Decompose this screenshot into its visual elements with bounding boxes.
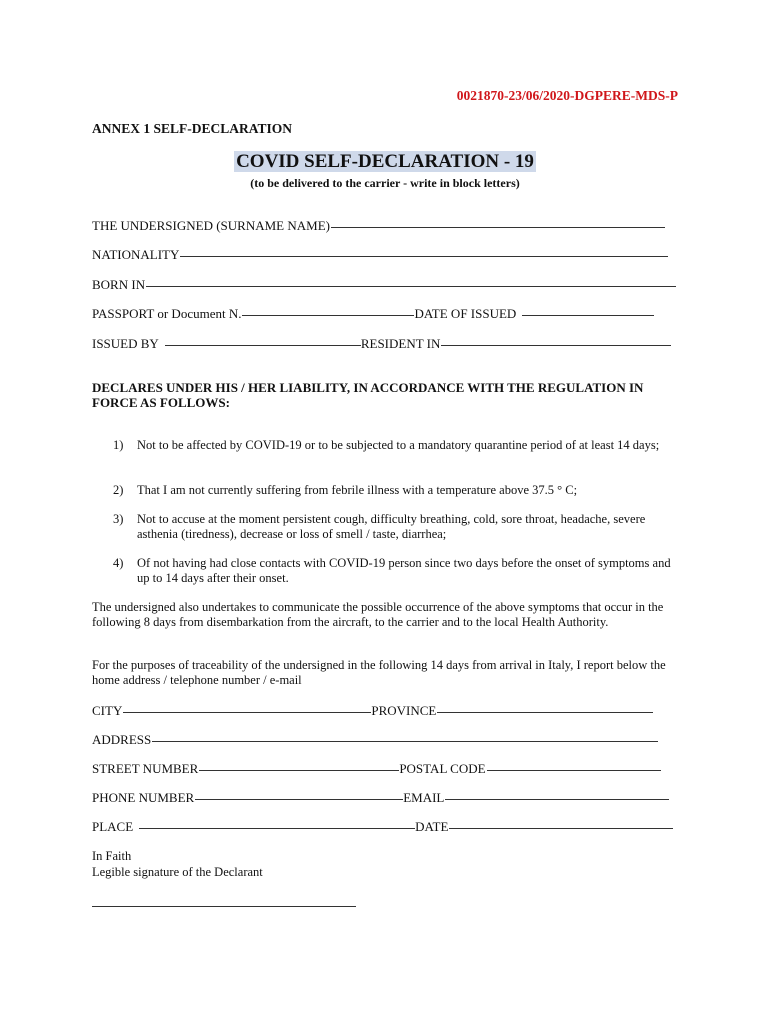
declaration-text: Of not having had close contacts with COVID-19 person since two days before the onset of symptoms and up to 14 days after their onset. [137,556,671,585]
undersigned-line[interactable] [331,226,665,228]
declaration-number: 1) [113,438,124,452]
annex-title: ANNEX 1 SELF-DECLARATION [92,121,293,136]
undersigned-label: THE UNDERSIGNED (SURNAME NAME) [92,218,330,233]
born-in-line[interactable] [146,285,676,287]
signature-line[interactable] [92,906,356,907]
city-line[interactable] [123,711,371,713]
nationality-label: NATIONALITY [92,247,180,262]
reference-code: 0021870-23/06/2020-DGPERE-MDS-P [456,88,678,103]
passport-line[interactable] [242,314,414,316]
email-line[interactable] [445,798,669,800]
field-row-passport [92,306,654,322]
field-row-place [92,819,673,835]
field-row-undersigned [92,218,665,234]
date-label: DATE [415,819,449,834]
declaration-number: 4) [113,556,124,570]
declaration-number: 2) [113,483,124,497]
field-row-street-number [92,761,661,777]
passport-label: PASSPORT or Document N. [92,306,242,321]
traceability-paragraph: For the purposes of traceability of the undersigned in the following 14 days from arrival in Italy, I report below the home address / telephone number / e-mail [92,658,666,687]
city-label: CITY [92,703,123,718]
address-line[interactable] [152,740,658,742]
province-label: PROVINCE [371,703,437,718]
field-row-issued-by [92,336,671,352]
date-line[interactable] [449,827,673,829]
born-in-label: BORN IN [92,277,146,292]
street-number-line[interactable] [199,769,399,771]
field-row-nationality [92,247,668,263]
date-issued-label: DATE OF ISSUED [414,306,517,321]
postal-code-line[interactable] [487,769,661,771]
signature-label: Legible signature of the Declarant [92,865,263,879]
email-label: EMAIL [403,790,445,805]
field-row-city [92,703,653,719]
phone-number-label: PHONE NUMBER [92,790,195,805]
form-subtitle: (to be delivered to the carrier - write in block letters) [250,176,520,190]
declaration-text: Not to accuse at the moment persistent cough, difficulty breathing, cold, sore throat, headache, severe asthenia (tiredness), decrease or loss of smell / taste, diarrhea; [137,512,646,541]
issued-by-line[interactable] [165,344,361,346]
declaration-text: That I am not currently suffering from febrile illness with a temperature above 37.5 ° C; [137,483,578,497]
resident-in-line[interactable] [441,344,671,346]
nationality-line[interactable] [180,255,668,257]
declaration-text: Not to be affected by COVID-19 or to be subjected to a mandatory quarantine period of at least 14 days; [137,438,660,452]
date-issued-line[interactable] [522,314,654,316]
phone-number-line[interactable] [195,798,403,800]
field-row-born-in [92,277,676,293]
field-row-address [92,732,658,748]
resident-in-label: RESIDENT IN [360,336,441,351]
field-row-phone [92,790,669,806]
declares-heading: DECLARES UNDER HIS / HER LIABILITY, IN ACCORDANCE WITH THE REGULATION IN FORCE AS FOLLOWS: [92,380,644,410]
declaration-number: 3) [113,512,124,526]
undertaking-paragraph: The undersigned also undertakes to communicate the possible occurrence of the above symptoms that occur in the following 8 days from disembarkation from the aircraft, to the carrier and to the local Health Authority. [92,600,664,629]
issued-by-label: ISSUED BY [92,336,159,351]
place-label: PLACE [92,819,134,834]
postal-code-label: POSTAL CODE [399,761,486,776]
in-faith: In Faith [92,849,132,863]
address-label: ADDRESS [92,732,152,747]
form-title-text: COVID SELF-DECLARATION - 19 [236,151,534,172]
province-line[interactable] [437,711,653,713]
form-title [0,151,770,173]
place-line[interactable] [139,827,415,829]
street-number-label: STREET NUMBER [92,761,199,776]
